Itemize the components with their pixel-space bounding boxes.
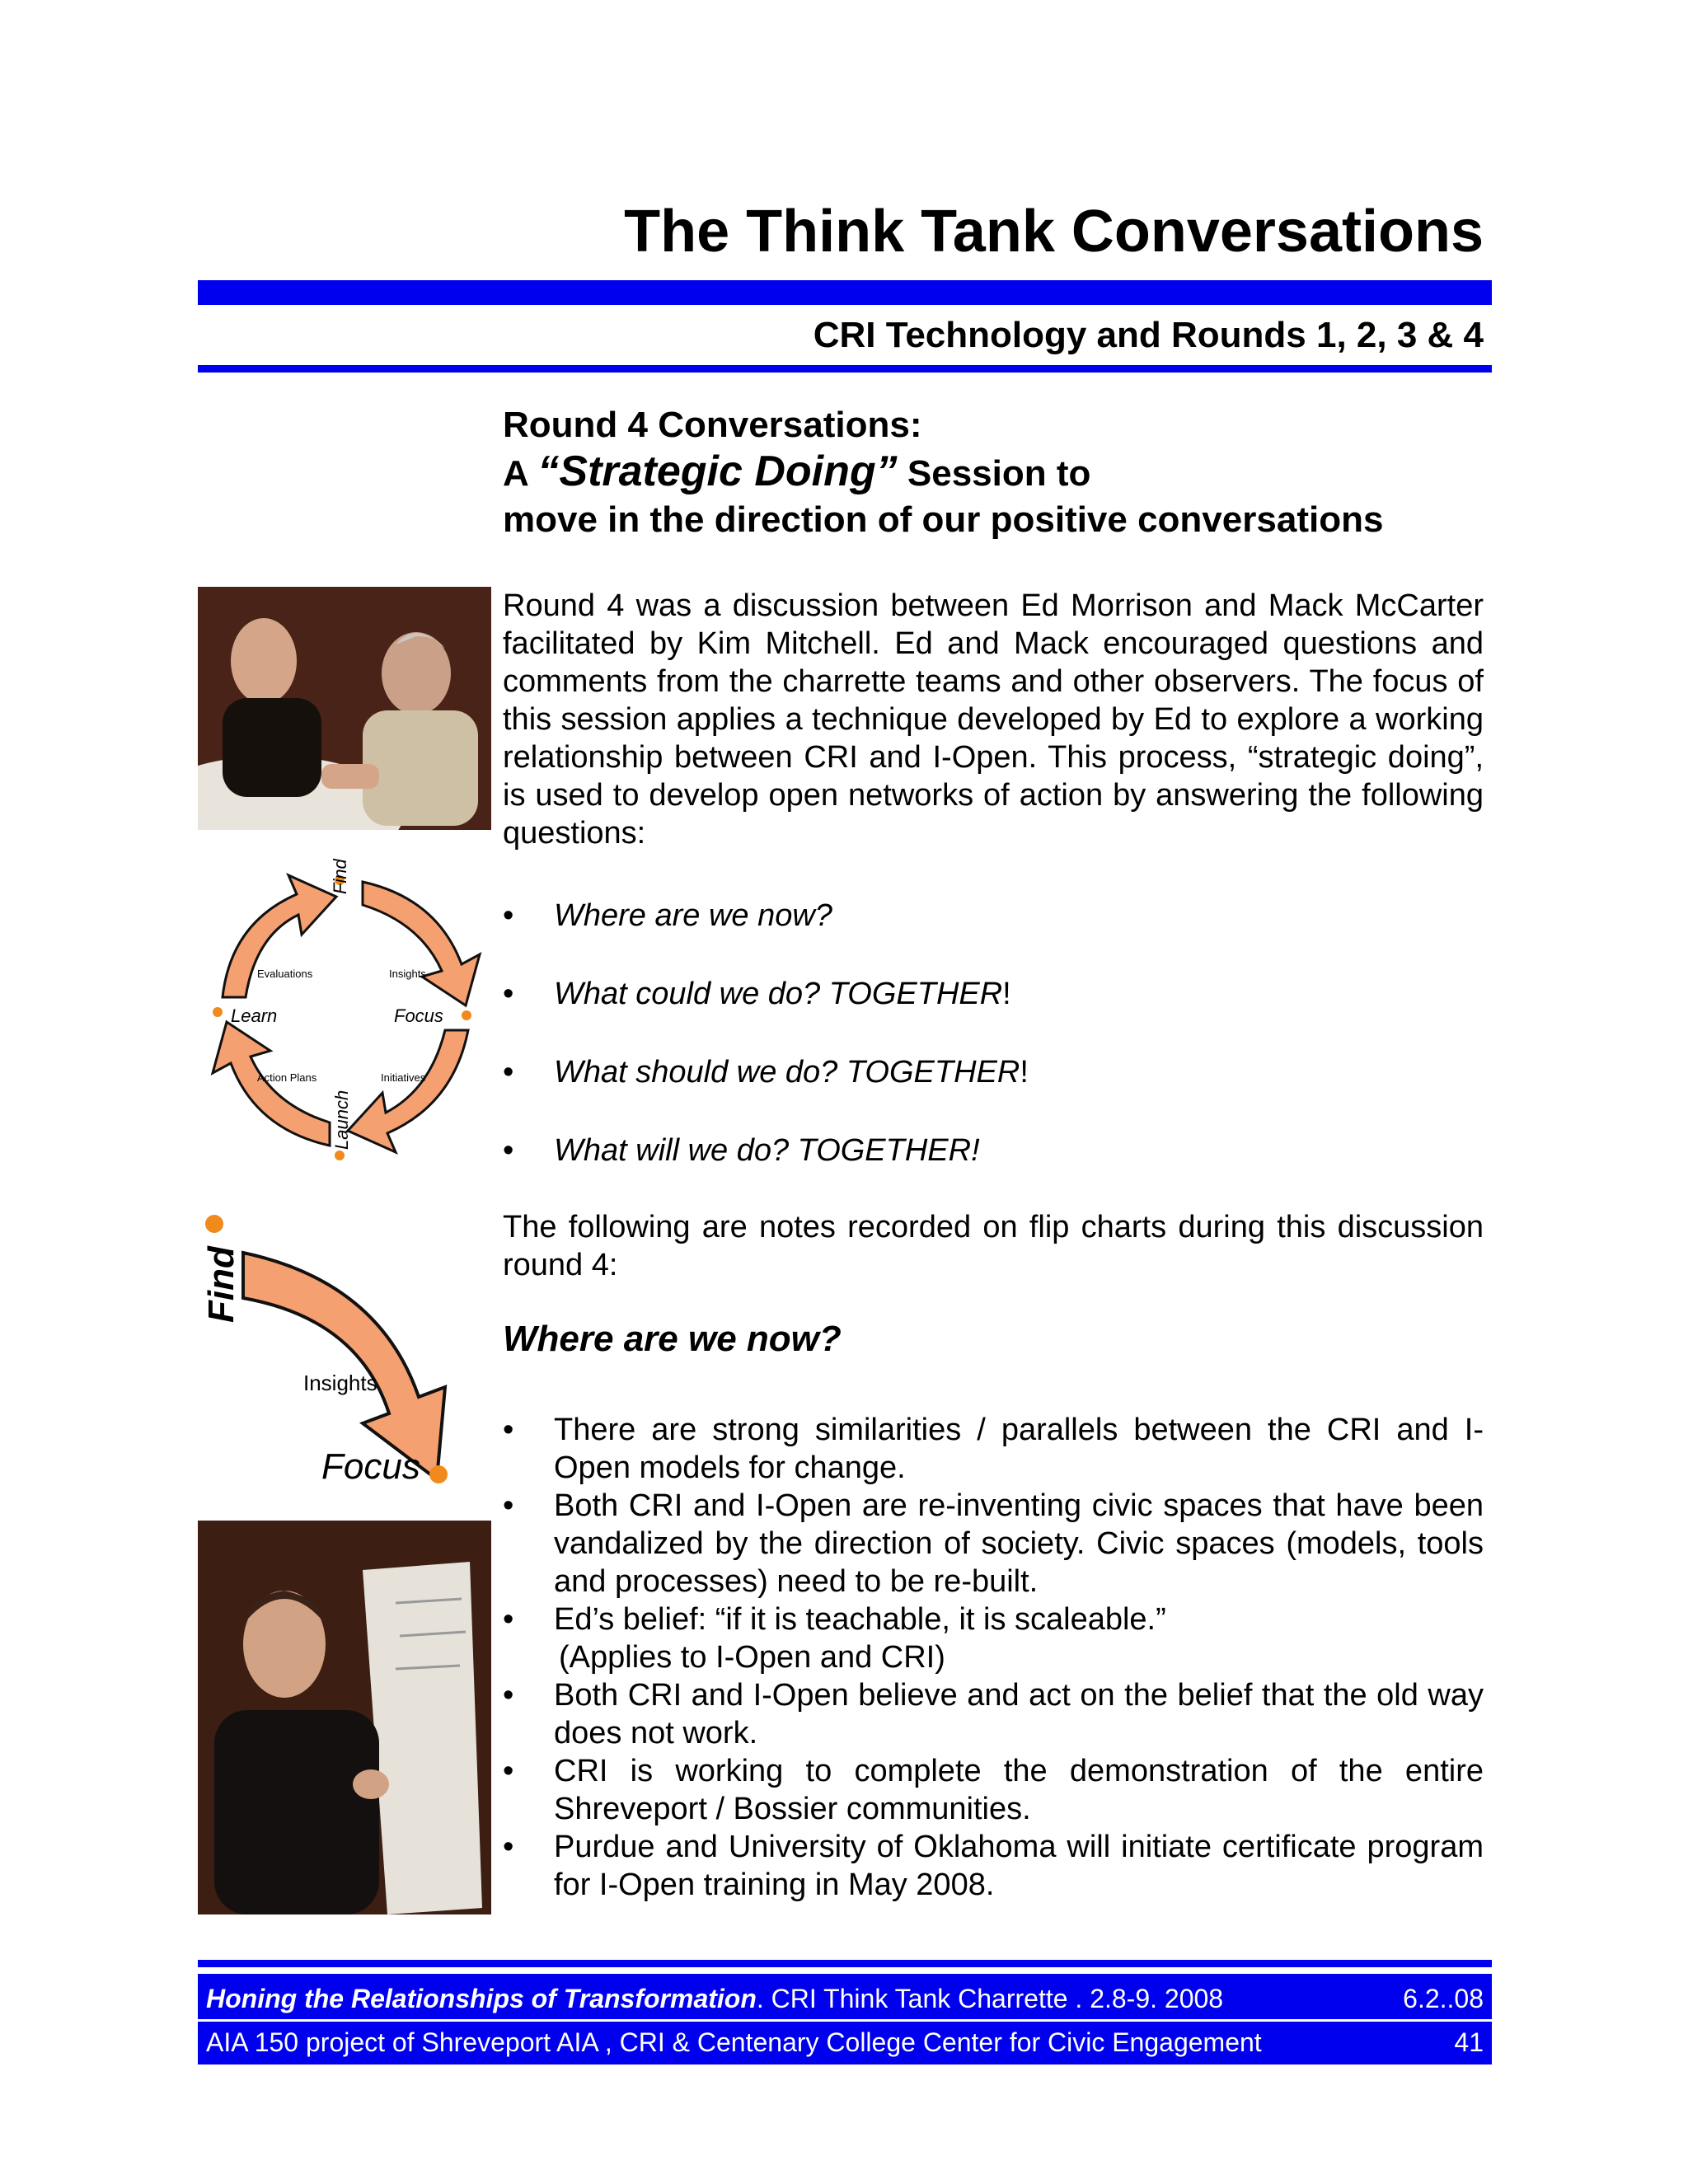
list-item: • Where are we now? (503, 898, 832, 933)
list-item: • Purdue and University of Oklahoma will initiate certificate program for I-Open training in May 2008. (503, 1830, 1484, 1902)
cycle-label-find: Find (330, 859, 350, 894)
cycle-label-initiatives: Initiatives (381, 1071, 426, 1084)
photo-discussion (198, 587, 491, 830)
cycle-label-focus: Focus (394, 1005, 443, 1026)
footer-rule (198, 1960, 1492, 1967)
list-item: • What should we do? TOGETHER! (503, 1055, 1029, 1090)
cycle-label-learn: Learn (231, 1005, 278, 1026)
cycle-label-launch: Launch (331, 1090, 352, 1150)
notes-list (503, 1411, 1484, 1904)
intro-line-3: move in the direction of our positive conversations (503, 499, 1384, 540)
detail-label-focus: Focus (321, 1446, 420, 1487)
list-item: • Ed’s belief: “if it is teachable, it is scaleable.” (Applies to I-Open and CRI) (503, 1602, 1166, 1675)
intro-line-2: A “Strategic Doing” Session to (503, 448, 1091, 495)
find-focus-detail-diagram (198, 1207, 495, 1496)
list-item: • What could we do? TOGETHER! (503, 977, 1011, 1011)
footer-line-2: AIA 150 project of Shreveport AIA , CRI & Centenary College Center for Civic Engagement 41 (206, 2022, 1484, 2062)
questions-list (503, 897, 1484, 1210)
footer (198, 1974, 1492, 2064)
footer-date: 6.2..08 (1403, 1984, 1484, 2013)
header-rule-bottom (198, 365, 1492, 373)
cycle-label-insights: Insights (389, 968, 426, 980)
list-item: • Both CRI and I-Open are re-inventing civic spaces that have been vandalized by the direction of society. Civic spaces (models, tools and processes) need to be re-built. (503, 1488, 1484, 1599)
intro-paragraph: Round 4 was a discussion between Ed Morrison and Mack McCarter facilitated by Kim Mitchell. Ed and Mack encouraged questions and comments from the charrette teams and other observers. The focus of this session applies a technique developed by Ed to explore a working relationship between CRI and I-Open. This process, “strategic doing”, is used to develop open networks of action by answering the following questions: (503, 588, 1484, 851)
list-item: • There are strong similarities / parallels between the CRI and I-Open models for change. (503, 1413, 1484, 1485)
footer-document-title: Honing the Relationships of Transformation (206, 1984, 757, 2013)
cycle-label-action-plans: Action Plans (257, 1071, 317, 1084)
intro-heading (503, 402, 1492, 543)
footer-line-1: Honing the Relationships of Transformation. CRI Think Tank Charrette . 2.8-9. 2008 6.2..08 (206, 1979, 1484, 2018)
intro-line-1: Round 4 Conversations: (503, 405, 922, 445)
footer-separator (198, 2019, 1492, 2022)
header-rule-top (198, 280, 1492, 305)
strategic-doing-emphasis: “Strategic Doing” (537, 448, 898, 495)
cycle-label-evaluations: Evaluations (257, 968, 313, 980)
section-heading: Where are we now? (503, 1319, 842, 1359)
photo-flip-chart (198, 1521, 491, 1915)
page-subtitle: CRI Technology and Rounds 1, 2, 3 & 4 (813, 315, 1484, 355)
notes-intro-paragraph: The following are notes recorded on flip charts during this discussion round 4: (503, 1210, 1484, 1282)
page-title: The Think Tank Conversations (624, 199, 1484, 265)
detail-label-find: Find (201, 1246, 241, 1323)
strategic-doing-cycle-diagram (198, 859, 495, 1162)
detail-label-insights: Insights (303, 1371, 377, 1395)
list-item: • CRI is working to complete the demonstration of the entire Shreveport / Bossier communities. (503, 1754, 1484, 1826)
list-item: • Both CRI and I-Open believe and act on the belief that the old way does not work. (503, 1678, 1484, 1750)
page-number: 41 (1454, 2027, 1484, 2057)
list-item: • What will we do? TOGETHER! (503, 1133, 980, 1168)
